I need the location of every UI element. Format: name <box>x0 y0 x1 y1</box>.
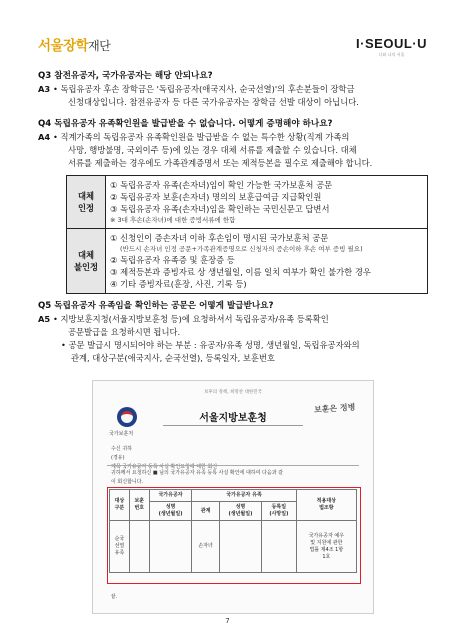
letter-divider <box>107 465 359 466</box>
faq-content <box>38 67 428 365</box>
table-cell: 손자녀 <box>192 521 219 573</box>
row-head-accepted: 대체 인정 <box>67 176 106 229</box>
table-row <box>67 176 428 229</box>
list-item: ② 독립유공자 보훈(손자녀) 명의의 보훈급여금 지급확인원 <box>110 192 322 202</box>
table-cell <box>219 521 261 573</box>
stamp-text: 보훈은 정병 <box>313 402 356 415</box>
a4-label: A4 <box>38 132 51 142</box>
a3-line: 신청대상입니다. 참전유공자 등 다른 국가유공자는 장학금 선발 대상이 아닙니다. <box>68 97 359 107</box>
meta-line: 귀하께서 요청하신 ■ 님의 국가유공자 유족 등록 사실 확인에 대하여 다음과 같 <box>111 470 283 476</box>
meta-line: (경유) <box>111 455 125 461</box>
header-cell: 대상 구분 <box>110 490 130 521</box>
list-item: ③ 독립유공자 유족(손자녀)임을 확인하는 국민신문고 답변서 <box>110 204 330 214</box>
q4-question: Q4 독립유공자 유족확인원을 발급받을 수 없습니다. 어떻게 증명해야 하나요? <box>38 119 333 129</box>
page-number: 7 <box>225 617 230 625</box>
registration-table <box>109 489 357 573</box>
logo-rest: 재단 <box>88 39 111 53</box>
a3-answer <box>38 83 428 109</box>
table-row <box>110 521 357 573</box>
logo-brand: 서울장학 <box>38 38 89 54</box>
a5-sub-line: 관계, 대상구분(애국지사, 순국선열), 등록일자, 보훈번호 <box>71 353 275 363</box>
a4-line: 사망, 행방불명, 국외이주 등)에 있는 경우 대체 서류를 제출할 수 있습니다. 대체 <box>68 145 357 155</box>
table-cell <box>262 521 297 573</box>
header-cell: 적용대상 법조항 <box>296 490 356 521</box>
i-seoul-u-logo <box>356 36 427 58</box>
logo-right-slogan: 너와 나의 서울 <box>378 52 405 57</box>
table-row <box>67 229 428 294</box>
title-underline <box>163 425 303 426</box>
q5-question: Q5 독립유공자 유족임을 확인하는 공문은 어떻게 발급받나요? <box>38 301 274 311</box>
letter-meta <box>111 445 217 472</box>
header-cell: 국가유공자 <box>149 490 192 502</box>
letter-body <box>111 469 283 487</box>
header-cell: 국가유공자 유족 <box>192 490 296 502</box>
list-item: ④ 기타 증빙자료(훈장, 사진, 기록 등) <box>110 279 247 289</box>
letter-motto: 보후의 정책, 희망찬 대한민국 <box>204 390 262 395</box>
seoul-scholarship-logo <box>38 34 110 54</box>
a3-label: A3 <box>38 84 51 94</box>
sample-official-letter <box>92 380 374 614</box>
header-cell: 성명 (생년월일) <box>149 502 192 521</box>
header-cell: 보훈 번호 <box>129 490 149 521</box>
meta-line: 이 회신합니다. <box>111 479 144 485</box>
a3-line: • 독립유공자 후손 장학금은 '독립유공자(애국지사, 순국선열)'의 후손분들이 장학금 <box>53 84 355 94</box>
a5-line: 공문발급을 요청하시면 됩니다. <box>68 327 181 337</box>
a5-answer <box>38 313 428 365</box>
row-head-not-accepted: 대체 불인정 <box>67 229 106 294</box>
table-note: (반드시 손자녀 인정 공문+가족관계증명으로 신청자의 증손이하 후손 여부 증빙 필요) <box>120 245 363 253</box>
header-cell: 성명 (생년월일) <box>219 502 261 521</box>
letter-office-title: 서울지방보훈청 <box>199 413 267 424</box>
list-item: ① 독립유공자 유족(손자녀)임이 확인 가능한 국가보훈처 공문 <box>110 180 333 190</box>
list-item: ① 신청인이 증손자녀 이하 후손임이 명시된 국가보훈처 공문 <box>110 233 329 243</box>
header-cell: 등록일 (사망일) <box>262 502 297 521</box>
header-cell: 관계 <box>192 502 219 521</box>
a4-line: • 직계가족의 독립유공자 유족확인원을 발급받을 수 없는 특수한 상황(직계 가족의 <box>53 132 350 142</box>
meta-line: 수신 귀하 <box>111 446 132 452</box>
table-cell: 순국 선열 유족 <box>110 521 130 573</box>
a5-label: A5 <box>38 314 51 324</box>
table-note: ※ 3대 후손(손자녀)에 대한 증빙서류에 한함 <box>110 216 236 224</box>
a4-answer <box>38 131 428 170</box>
table-cell <box>129 521 149 573</box>
a5-sub-line: • 공문 발급시 명시되어야 하는 부분 : 유공자/유족 성명, 생년월일, 독립유공자와의 <box>61 340 360 350</box>
letter-agency: 국가보훈처 <box>109 431 134 437</box>
list-item: ③ 제적등본과 증빙자료 상 생년월일, 이름 일치 여부가 확인 불가한 경우 <box>110 267 371 277</box>
page-header <box>0 0 455 62</box>
substitute-documents-table <box>66 175 428 294</box>
table-cell: 국가유공자 예우 및 지원에 관한 법률 제4조 1항 1호 <box>296 521 356 573</box>
a5-line: • 지방보훈지청(서울지방보훈청 등)에 요청하셔서 독립유공자/유족 등록확인 <box>53 314 329 324</box>
meta-line: 제목 국가유공자 등록 사실 확인요청에 대한 회신 <box>111 464 218 470</box>
table-cell <box>149 521 192 573</box>
table-row <box>110 490 357 502</box>
logo-right-brand: I·SEOUL·U <box>356 36 427 51</box>
list-item: ② 독립유공자 유족증 및 훈장증 등 <box>110 255 235 265</box>
letter-end: 끝. <box>111 594 118 600</box>
a4-line: 서류를 제출하는 경우에도 가족관계증명서 또는 제적등본을 필수로 제출해야 합니다. <box>68 158 373 168</box>
q3-question: Q3 참전유공자, 국가유공자는 해당 안되나요? <box>38 71 213 81</box>
